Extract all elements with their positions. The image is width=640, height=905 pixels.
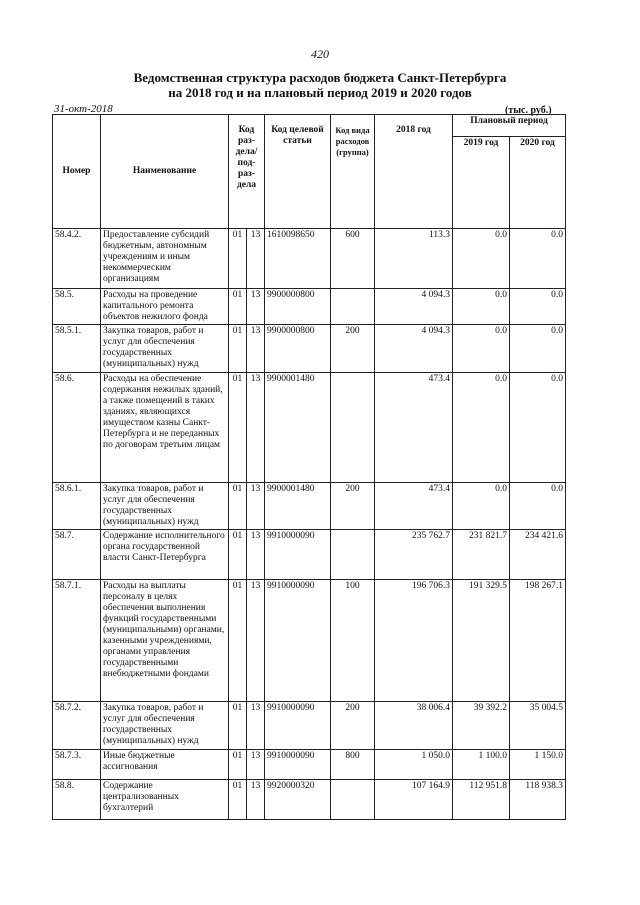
row-target-code: 9910000090 (265, 580, 331, 702)
row-number: 58.6.1. (53, 483, 101, 530)
header-kind: Код вида расходов (группа) (331, 115, 375, 229)
table-row (53, 750, 566, 780)
row-kind-code (331, 780, 375, 820)
row-value-2018: 4 094.3 (375, 289, 453, 325)
row-value-2019: 0.0 (453, 325, 510, 373)
title-line-1: Ведомственная структура расходов бюджета Санкт-Петербурга (133, 70, 507, 85)
header-2020: 2020 год (510, 137, 566, 229)
page-number: 420 (311, 47, 329, 61)
row-subsection: 13 (247, 580, 265, 702)
row-subsection: 13 (247, 750, 265, 780)
row-value-2018: 4 094.3 (375, 325, 453, 373)
row-target-code: 9900001480 (265, 483, 331, 530)
row-target-code: 9910000090 (265, 702, 331, 750)
row-value-2020: 0.0 (510, 289, 566, 325)
row-value-2018: 1 050.0 (375, 750, 453, 780)
row-subsection: 13 (247, 702, 265, 750)
row-value-2020: 1 150.0 (510, 750, 566, 780)
row-value-2019: 231 821.7 (453, 530, 510, 580)
row-kind-code: 100 (331, 580, 375, 702)
row-kind-code: 200 (331, 702, 375, 750)
table-row (53, 580, 566, 702)
header-planned: Плановый период (453, 115, 566, 137)
row-number: 58.6. (53, 373, 101, 483)
row-number: 58.5.1. (53, 325, 101, 373)
row-value-2020: 198 267.1 (510, 580, 566, 702)
row-section: 01 (229, 530, 247, 580)
row-number: 58.5. (53, 289, 101, 325)
row-name: Расходы на выплаты персоналу в целях обеспечения выполнения функций государственными (муниципальными) органами, казенными учреждениями, органами управления государственными внебюджетными фондами (101, 580, 229, 702)
row-name: Закупка товаров, работ и услуг для обеспечения государственных (муниципальных) нужд (101, 325, 229, 373)
row-value-2020: 35 004.5 (510, 702, 566, 750)
row-name: Закупка товаров, работ и услуг для обеспечения государственных (муниципальных) нужд (101, 702, 229, 750)
table-row (53, 780, 566, 820)
table-row (53, 530, 566, 580)
row-value-2018: 235 762.7 (375, 530, 453, 580)
header-2019: 2019 год (453, 137, 510, 229)
title-line-2: на 2018 год и на плановый период 2019 и 2020 годов (168, 85, 472, 100)
row-target-code: 9920000320 (265, 780, 331, 820)
row-name: Расходы на проведение капитального ремонта объектов нежилого фонда (101, 289, 229, 325)
row-number: 58.4.2. (53, 229, 101, 289)
row-name: Расходы на обеспечение содержания нежилых зданий, а также помещений в таких зданиях, являющихся имуществом казны Санкт-Петербурга и не переданных по договорам третьим лицам (101, 373, 229, 483)
table-row (53, 373, 566, 483)
table-row (53, 483, 566, 530)
row-kind-code: 800 (331, 750, 375, 780)
table-row (53, 229, 566, 289)
row-value-2019: 39 392.2 (453, 702, 510, 750)
row-target-code: 9900000800 (265, 289, 331, 325)
row-value-2018: 38 006.4 (375, 702, 453, 750)
header-section: Код раз-дела/ под-раз-дела (229, 115, 265, 229)
row-section: 01 (229, 750, 247, 780)
row-value-2019: 191 329.5 (453, 580, 510, 702)
row-value-2018: 196 706.3 (375, 580, 453, 702)
row-value-2019: 0.0 (453, 373, 510, 483)
row-value-2020: 0.0 (510, 325, 566, 373)
row-subsection: 13 (247, 289, 265, 325)
units-label: (тыс. руб.) (505, 105, 552, 116)
row-subsection: 13 (247, 780, 265, 820)
row-value-2019: 1 100.0 (453, 750, 510, 780)
row-target-code: 9910000090 (265, 530, 331, 580)
table-row (53, 702, 566, 750)
budget-table (52, 114, 566, 820)
row-target-code: 1610098650 (265, 229, 331, 289)
document-title (0, 70, 640, 100)
header-2018: 2018 год (375, 115, 453, 229)
row-kind-code (331, 289, 375, 325)
row-section: 01 (229, 325, 247, 373)
row-section: 01 (229, 229, 247, 289)
row-subsection: 13 (247, 530, 265, 580)
row-section: 01 (229, 483, 247, 530)
row-subsection: 13 (247, 229, 265, 289)
row-kind-code: 200 (331, 325, 375, 373)
row-section: 01 (229, 780, 247, 820)
row-value-2018: 473.4 (375, 483, 453, 530)
table-row (53, 325, 566, 373)
row-value-2020: 0.0 (510, 229, 566, 289)
row-subsection: 13 (247, 325, 265, 373)
header-name: Наименование (101, 115, 229, 229)
table-row (53, 289, 566, 325)
row-section: 01 (229, 580, 247, 702)
row-name: Содержание исполнительного органа государственной власти Санкт-Петербурга (101, 530, 229, 580)
row-number: 58.8. (53, 780, 101, 820)
row-value-2018: 473.4 (375, 373, 453, 483)
header-number: Номер (53, 115, 101, 229)
row-section: 01 (229, 289, 247, 325)
row-value-2019: 0.0 (453, 483, 510, 530)
row-number: 58.7.3. (53, 750, 101, 780)
row-value-2018: 113.3 (375, 229, 453, 289)
row-kind-code (331, 373, 375, 483)
row-value-2020: 0.0 (510, 483, 566, 530)
row-section: 01 (229, 702, 247, 750)
row-name: Предоставление субсидий бюджетным, автономным учреждениям и иным некоммерческим организациям (101, 229, 229, 289)
row-value-2019: 0.0 (453, 229, 510, 289)
row-value-2018: 107 164.9 (375, 780, 453, 820)
row-subsection: 13 (247, 373, 265, 483)
row-name: Содержание централизованных бухгалтерий (101, 780, 229, 820)
row-number: 58.7.2. (53, 702, 101, 750)
row-target-code: 9900000800 (265, 325, 331, 373)
row-number: 58.7.1. (53, 580, 101, 702)
row-name: Закупка товаров, работ и услуг для обеспечения государственных (муниципальных) нужд (101, 483, 229, 530)
row-kind-code: 200 (331, 483, 375, 530)
row-subsection: 13 (247, 483, 265, 530)
row-name: Иные бюджетные ассигнования (101, 750, 229, 780)
row-value-2020: 0.0 (510, 373, 566, 483)
row-value-2019: 0.0 (453, 289, 510, 325)
row-value-2019: 112 951.8 (453, 780, 510, 820)
row-number: 58.7. (53, 530, 101, 580)
row-value-2020: 118 938.3 (510, 780, 566, 820)
row-target-code: 9900001480 (265, 373, 331, 483)
row-value-2020: 234 421.6 (510, 530, 566, 580)
row-kind-code (331, 530, 375, 580)
document-date: 31-окт-2018 (54, 103, 113, 115)
row-section: 01 (229, 373, 247, 483)
row-target-code: 9910000090 (265, 750, 331, 780)
row-kind-code: 600 (331, 229, 375, 289)
header-target: Код целевой статьи (265, 115, 331, 229)
